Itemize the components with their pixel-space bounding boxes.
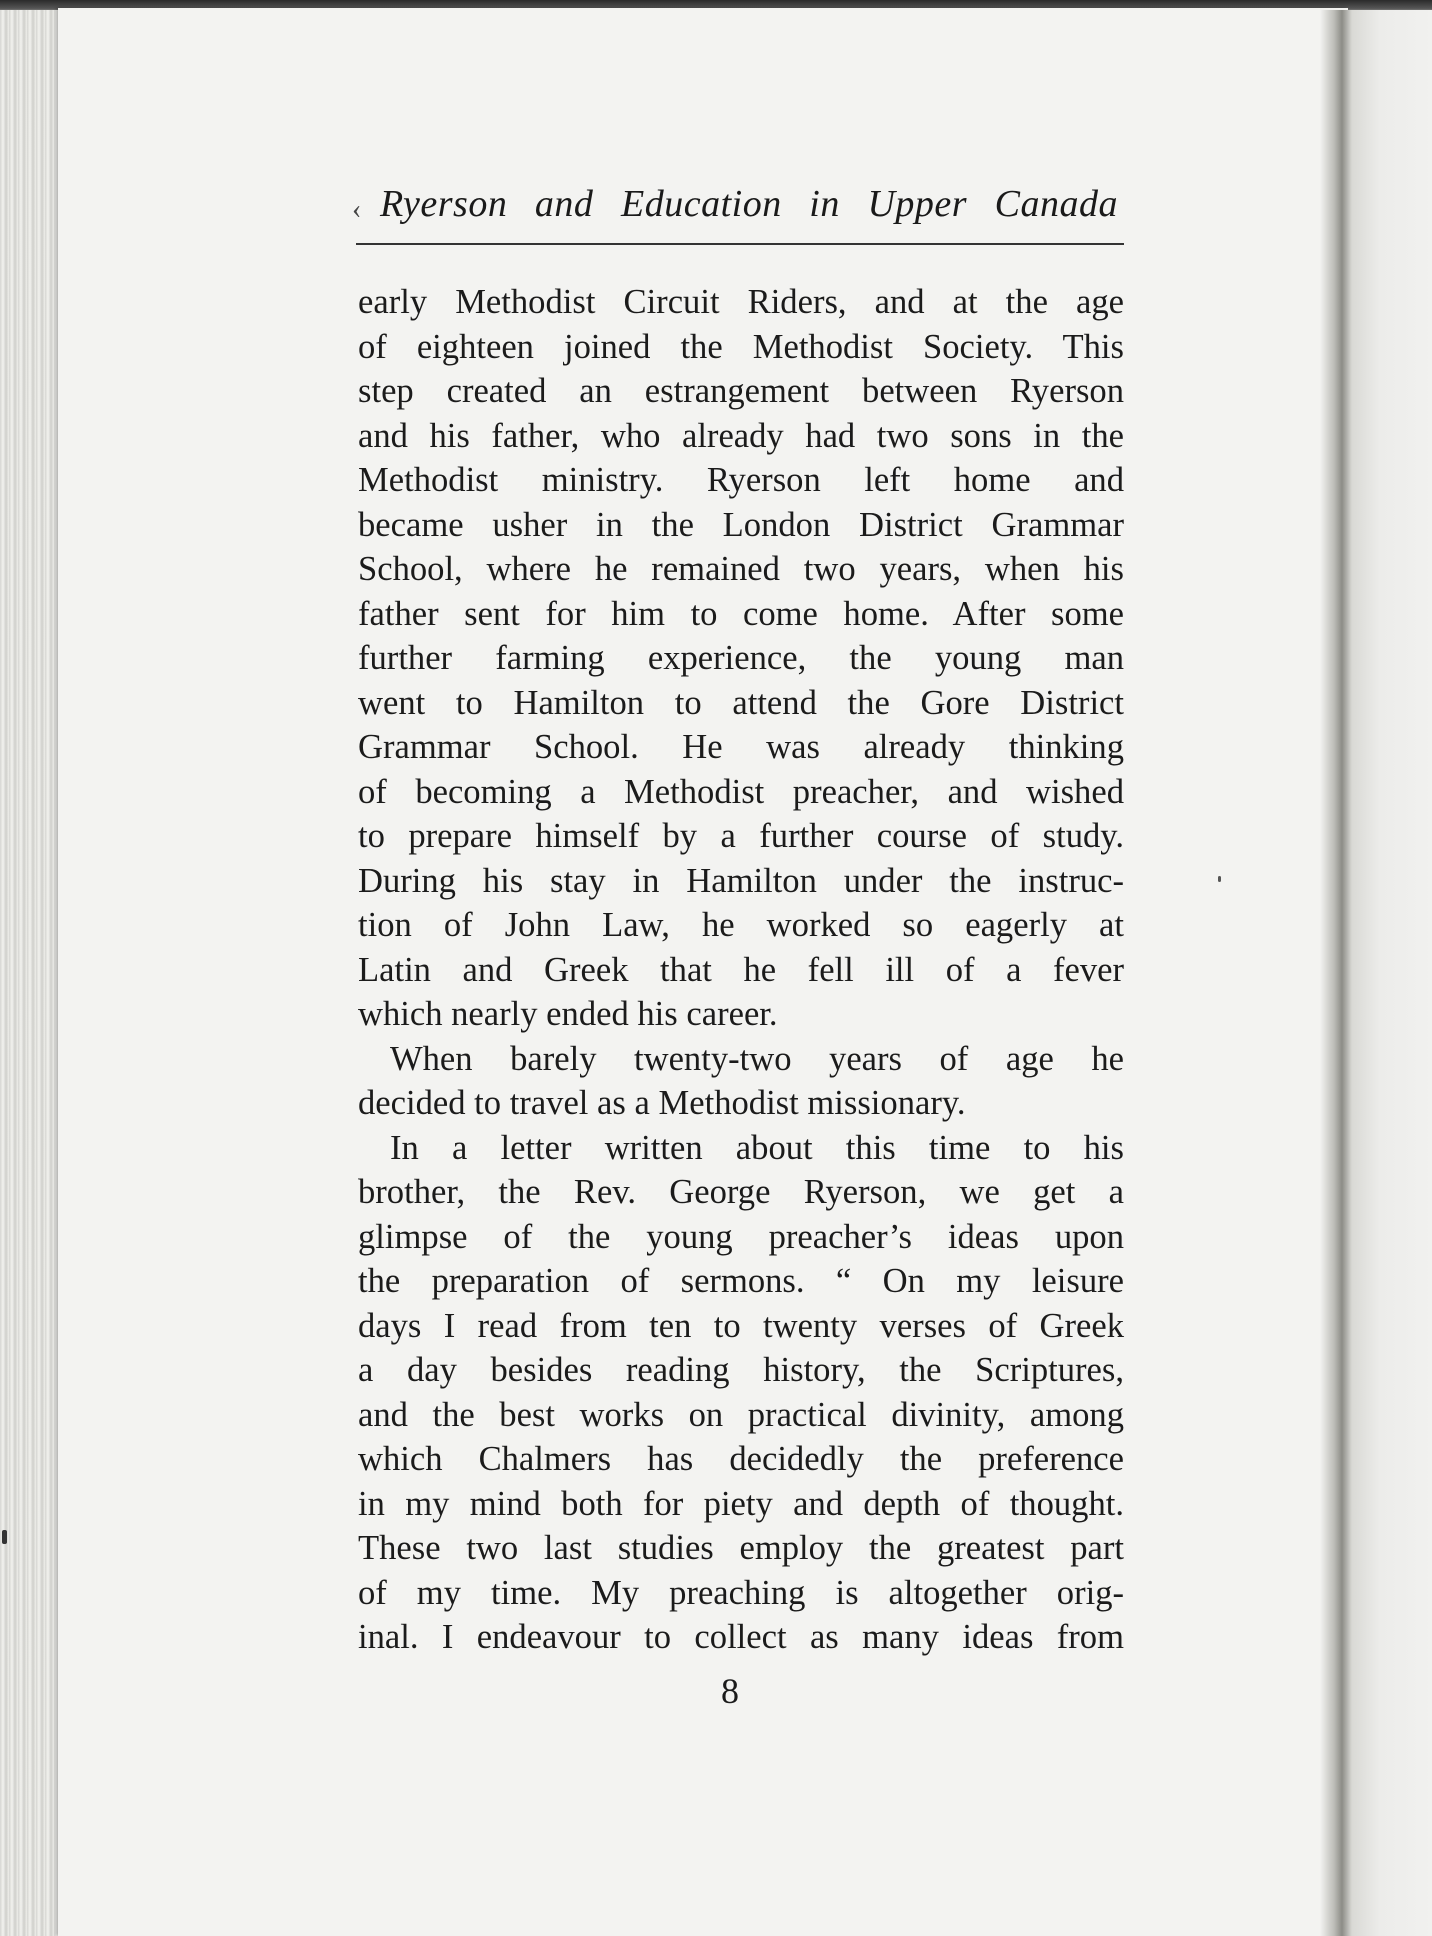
text-line: to prepare himself by a further course of study. [358,817,1124,855]
scan-speck [1218,876,1221,882]
text-line: which nearly ended his career. [358,995,778,1033]
text-line: decided to travel as a Methodist missionary. [358,1084,966,1122]
text-line: Latin and Greek that he fell ill of a fever [358,950,1124,989]
text-line: When barely twenty-two years of age he [390,1039,1124,1078]
text-line: In a letter written about this time to his [390,1128,1124,1167]
text-line: a day besides reading history, the Scriptures, [358,1351,1124,1389]
header-rule [356,243,1124,245]
header-mark: ‹ [352,194,362,225]
book-gutter [1320,10,1432,1936]
text-line: inal. I endeavour to collect as many ideas from [358,1618,1124,1656]
text-line: which Chalmers has decidedly the preference [358,1440,1124,1478]
text-line: School, where he remained two years, when his [358,550,1124,588]
running-header [352,182,1128,244]
text-line: During his stay in Hamilton under the instruc- [358,861,1124,900]
text-line: and the best works on practical divinity, among [358,1395,1124,1434]
text-line: brother, the Rev. George Ryerson, we get a [358,1173,1124,1211]
text-line: became usher in the London District Grammar [358,505,1124,544]
text-line: glimpse of the young preacher’s ideas upon [358,1217,1124,1256]
text-line: the preparation of sermons. “ On my leisure [358,1262,1124,1300]
text-line: of my time. My preaching is altogether orig- [358,1573,1124,1612]
text-line: of eighteen joined the Methodist Society. This [358,327,1124,366]
text-line: These two last studies employ the greatest part [358,1529,1124,1567]
text-line: went to Hamilton to attend the Gore District [358,683,1124,722]
text-line: further farming experience, the young man [358,639,1124,677]
body-text [358,280,1124,1660]
text-line: in my mind both for piety and depth of thought. [358,1484,1124,1523]
running-title: Ryerson and Education in Upper Canada [380,183,1118,225]
text-line: Methodist ministry. Ryerson left home and [358,461,1124,499]
text-line: of becoming a Methodist preacher, and wished [358,772,1124,811]
scan-speck [2,1530,7,1544]
text-line: early Methodist Circuit Riders, and at the age [358,283,1124,321]
page-number: 8 [721,1671,739,1711]
text-line: tion of John Law, he worked so eagerly at [358,906,1124,944]
text-line: step created an estrangement between Ryerson [358,372,1124,410]
text-line: days I read from ten to twenty verses of Greek [358,1306,1124,1345]
text-line: Grammar School. He was already thinking [358,728,1124,766]
text-line: father sent for him to come home. After some [358,594,1124,633]
text-line: and his father, who already had two sons in the [358,416,1124,455]
